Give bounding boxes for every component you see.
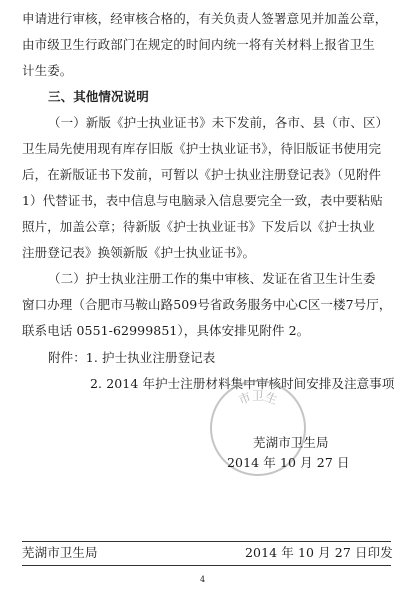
paragraph-2-line-1: （二）护士执业注册工作的集中审核、发证在省卫生计生委	[48, 271, 376, 286]
paragraph-1-line-3: 后，在新版证书下发前，可暂以《护士执业注册登记表》（见附件	[22, 167, 382, 182]
footer-top-rule	[22, 541, 391, 542]
footer-organization: 芜湖市卫生局	[22, 545, 98, 560]
paragraph-2-line-3: 联系电话 0551-62999851），具体安排见附件 2。	[22, 323, 310, 338]
paragraph-1-line-6: 注册登记表》换领新版《护士执业证书》。	[22, 245, 256, 260]
signature-organization: 芜湖市卫生局	[253, 435, 329, 450]
body-line-1: 申请进行审核，经审核合格的，有关负责人签署意见并加盖公章，	[22, 11, 388, 26]
footer-bottom-rule	[22, 565, 391, 566]
footer-print-date: 2014 年 10 月 27 日印发	[245, 545, 393, 560]
attachment-item-1: 附件：1. 护士执业注册登记表	[48, 350, 216, 365]
svg-text:市卫生: 市卫生	[236, 389, 280, 408]
attachment-item-2: 2. 2014 年护士注册材料集中审核时间安排及注意事项	[90, 376, 395, 391]
paragraph-1-line-5: 照片，加盖公章；待新版《护士执业证书》下发后以《护士执业	[22, 219, 375, 234]
signature-date: 2014 年 10 月 27 日	[227, 455, 350, 470]
body-line-3: 计生委。	[22, 63, 73, 78]
body-line-2: 由市级卫生行政部门在规定的时间内统一将有关材料上报省卫生	[22, 37, 375, 52]
paragraph-1-line-1: （一）新版《护士执业证书》未下发前，各市、县（市、区）	[48, 115, 389, 130]
section-3-heading: 三、其他情况说明	[48, 89, 149, 104]
paragraph-2-line-2: 窗口办理（合肥市马鞍山路509号省政务服务中心C区一楼7号厅，	[22, 297, 392, 312]
page-number: 4	[200, 575, 206, 584]
paragraph-1-line-2: 卫生局先使用现有库存旧版《护士执业证书》，待旧版证书使用完	[22, 141, 382, 156]
paragraph-1-line-4: 1）代替证书，表中信息与电脑录入信息要完全一致，表中要粘贴	[22, 193, 383, 208]
